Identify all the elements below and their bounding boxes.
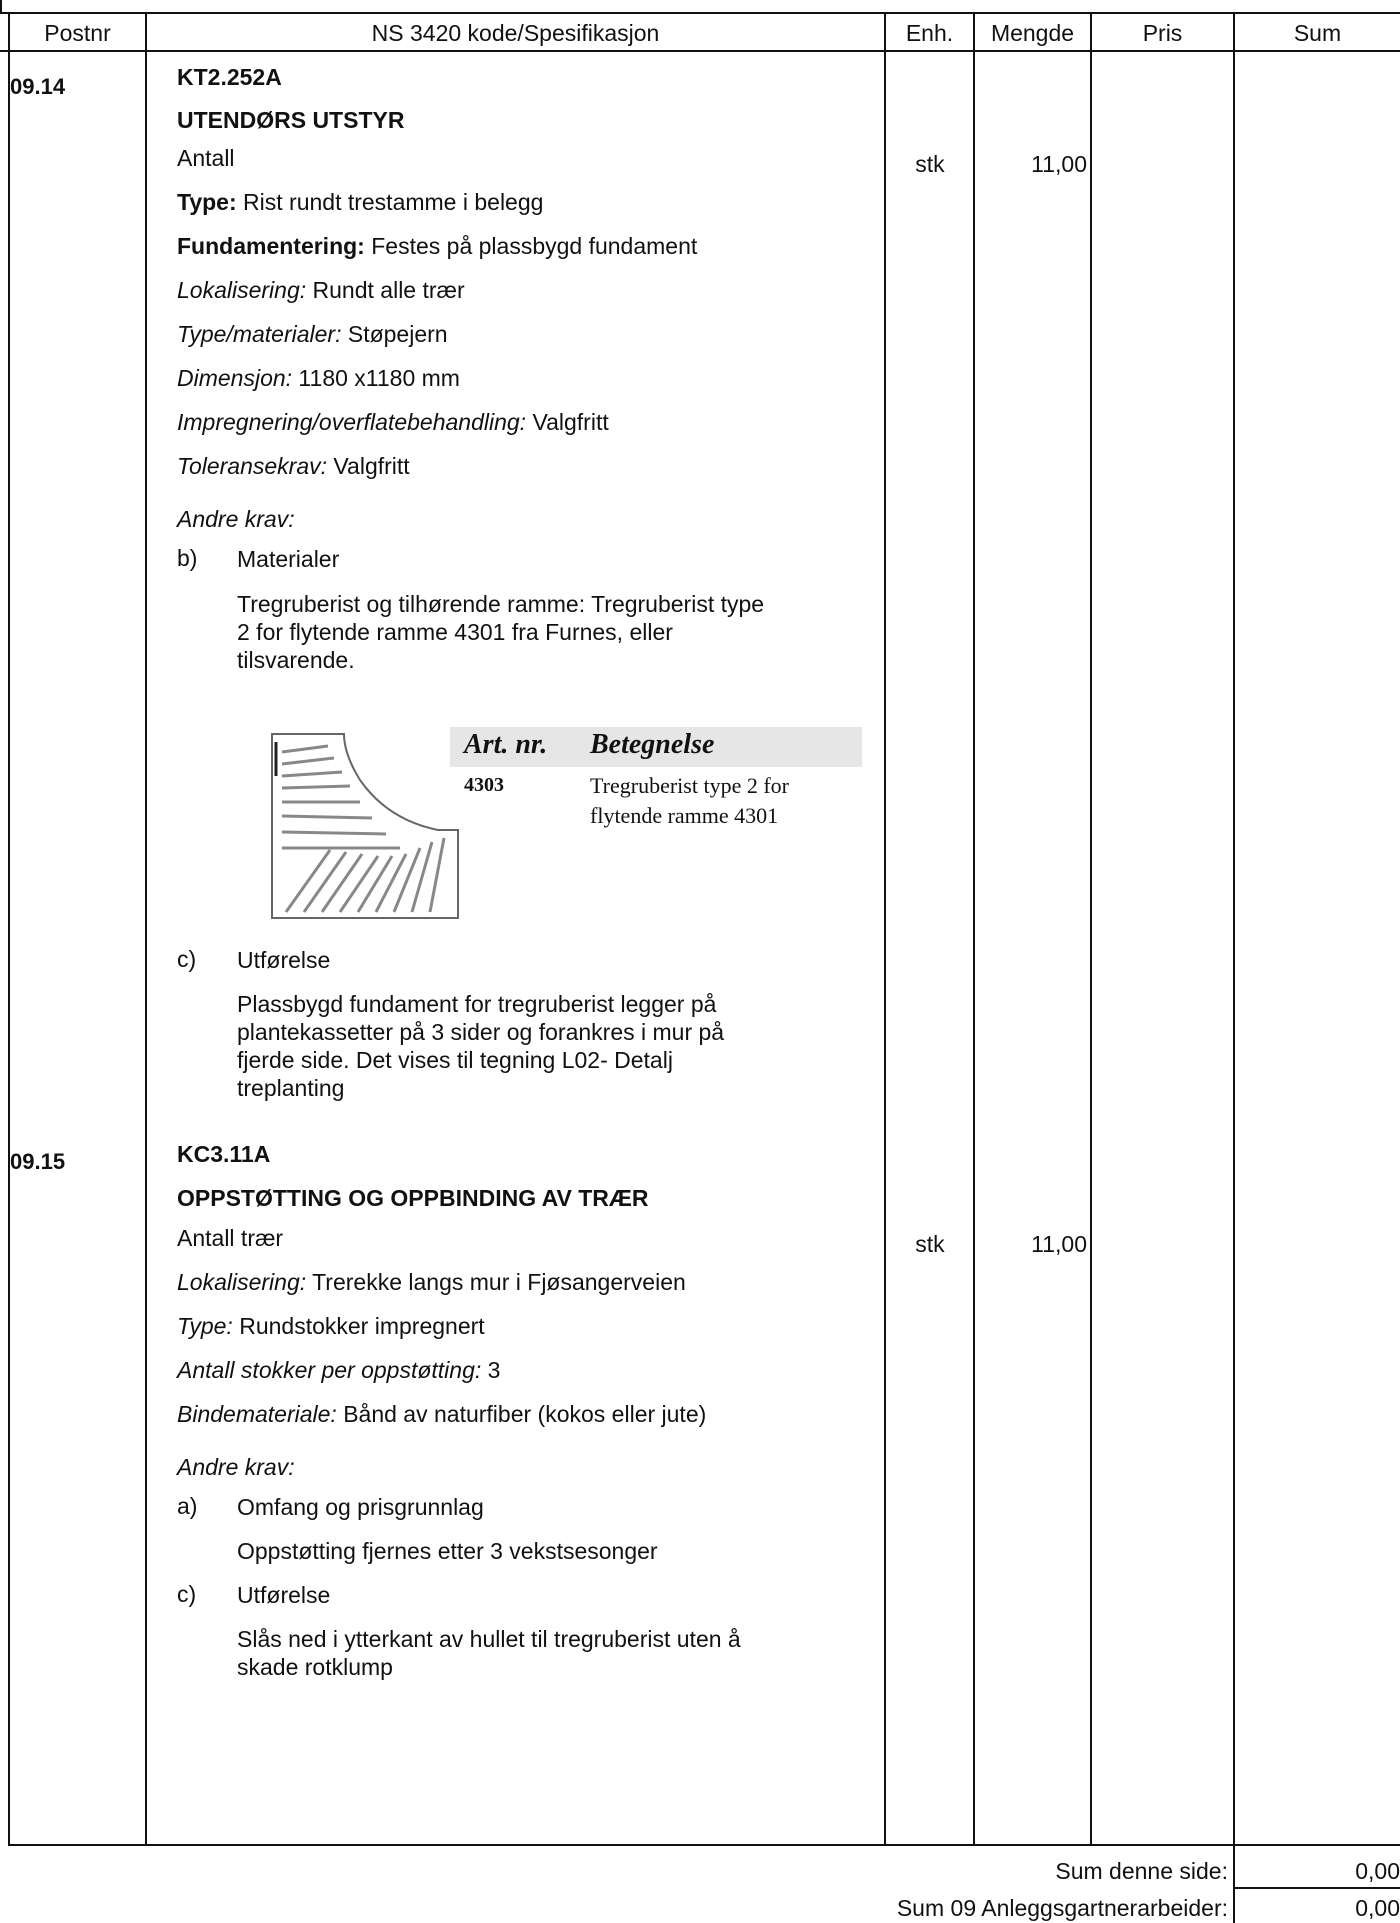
item-title: OPPSTØTTING OG OPPBINDING AV TRÆR xyxy=(177,1185,649,1211)
req-c-title: Utførelse xyxy=(237,1582,331,1608)
item-qty: 11,00 xyxy=(1031,1231,1087,1257)
figure-name-line-1: Tregruberist type 2 for xyxy=(590,773,789,798)
spec-fund-value: Festes på plassbygd fundament xyxy=(364,233,698,259)
col-line-qty xyxy=(1090,12,1092,1846)
figure-name-line-2: flytende ramme 4301 xyxy=(590,803,779,828)
spec-lokalisering xyxy=(177,1269,686,1296)
spec-lokalisering xyxy=(177,277,465,304)
sum-chapter-value: 0,00 xyxy=(1355,1895,1400,1921)
spec-lok-label: Lokalisering: xyxy=(177,277,307,303)
spec-mat-value: Støpejern xyxy=(341,321,448,347)
spec-lok-value: Trerekke langs mur i Fjøsangerveien xyxy=(306,1269,686,1295)
spec-fundamentering xyxy=(177,233,697,260)
spec-mat-label: Type/materialer: xyxy=(177,321,342,347)
req-c-line-4: treplanting xyxy=(237,1075,345,1101)
sum-divider xyxy=(1233,1887,1400,1889)
item-postnr: 09.15 xyxy=(10,1149,66,1174)
item-unit: stk xyxy=(915,151,945,177)
col-line-left xyxy=(8,12,10,1846)
spec-type-label: Type: xyxy=(177,189,237,215)
req-a-text: Oppstøtting fjernes etter 3 vekstsesonger xyxy=(237,1538,658,1564)
item-title: UTENDØRS UTSTYR xyxy=(177,107,405,133)
item-quantity-label: Antall xyxy=(177,145,235,171)
header-bottom-border xyxy=(0,50,1400,52)
figure-art-number: 4303 xyxy=(464,774,504,796)
spec-impregnering xyxy=(177,409,609,436)
item-code: KT2.252A xyxy=(177,64,282,90)
col-line-spec xyxy=(884,12,886,1846)
req-a-letter: a) xyxy=(177,1493,198,1519)
header-spec: NS 3420 kode/Spesifikasjon xyxy=(371,20,660,46)
spec-bind-value: Bånd av naturfiber (kokos eller jute) xyxy=(336,1401,707,1427)
header-postnr: Postnr xyxy=(44,20,111,46)
req-a-title: Omfang og prisgrunnlag xyxy=(237,1494,484,1520)
spec-toleranse xyxy=(177,453,410,480)
header-unit: Enh. xyxy=(905,20,954,46)
spec-tol-value: Valgfritt xyxy=(327,453,410,479)
andre-krav-label: Andre krav: xyxy=(177,1454,295,1480)
spec-lok-value: Rundt alle trær xyxy=(306,277,465,303)
req-b-title: Materialer xyxy=(237,546,340,572)
item-quantity-label: Antall trær xyxy=(177,1225,284,1251)
spec-type-value: Rist rundt trestamme i belegg xyxy=(236,189,544,215)
spec-stokk-label: Antall stokker per oppstøtting: xyxy=(177,1357,482,1383)
spec-type-value: Rundstokker impregnert xyxy=(232,1313,485,1339)
req-b-line-3: tilsvarende. xyxy=(237,647,355,673)
col-line-unit xyxy=(973,12,975,1846)
header-qty: Mengde xyxy=(990,20,1075,46)
table-top-border xyxy=(0,12,1400,14)
spec-bind-label: Bindemateriale: xyxy=(177,1401,337,1427)
figure-col-name: Betegnelse xyxy=(590,729,715,760)
req-c-title: Utførelse xyxy=(237,947,331,973)
header-price: Pris xyxy=(1142,20,1183,46)
spec-imp-value: Valgfritt xyxy=(526,409,609,435)
spec-imp-label: Impregnering/overflatebehandling: xyxy=(177,409,527,435)
spec-lok-label: Lokalisering: xyxy=(177,1269,307,1295)
req-c-letter: c) xyxy=(177,946,197,972)
col-line-price xyxy=(1233,12,1235,1923)
req-c-letter: c) xyxy=(177,1581,197,1607)
req-c-line-2: skade rotklump xyxy=(237,1654,393,1680)
item-postnr: 09.14 xyxy=(10,74,66,99)
req-c-line-1: Plassbygd fundament for tregruberist legger på xyxy=(237,991,717,1017)
req-c-line-2: plantekassetter på 3 sider og forankres i mur på xyxy=(237,1019,725,1045)
tree-grate-drawing xyxy=(268,730,460,922)
spec-type-label: Type: xyxy=(177,1313,233,1339)
req-b-line-2: 2 for flytende ramme 4301 fra Furnes, eller xyxy=(237,619,673,645)
item-qty: 11,00 xyxy=(1031,151,1087,177)
req-c-line-3: fjerde side. Det vises til tegning L02- Detalj xyxy=(237,1047,673,1073)
spec-bindemateriale xyxy=(177,1401,706,1428)
spec-dimensjon xyxy=(177,365,460,392)
header-sum: Sum xyxy=(1293,20,1342,46)
sum-page-label: Sum denne side: xyxy=(1055,1858,1228,1884)
req-c-line-1: Slås ned i ytterkant av hullet til tregruberist uten å xyxy=(237,1626,741,1652)
spec-stokk-value: 3 xyxy=(481,1357,501,1383)
andre-krav-label: Andre krav: xyxy=(177,506,295,532)
spec-type xyxy=(177,1313,485,1340)
spec-dim-value: 1180 x1180 mm xyxy=(292,365,460,391)
item-code: KC3.11A xyxy=(177,1141,271,1167)
table-bottom-border xyxy=(8,1844,1400,1846)
sum-page-value: 0,00 xyxy=(1355,1858,1400,1884)
spec-stokker xyxy=(177,1357,500,1384)
sum-chapter-label: Sum 09 Anleggsgartnerarbeider: xyxy=(896,1895,1228,1921)
spec-dim-label: Dimensjon: xyxy=(177,365,293,391)
req-b-line-1: Tregruberist og tilhørende ramme: Tregruberist type xyxy=(237,591,765,617)
spec-type xyxy=(177,189,543,216)
figure-col-art: Art. nr. xyxy=(464,729,548,760)
req-b-letter: b) xyxy=(177,545,198,571)
spec-fund-label: Fundamentering: xyxy=(177,233,365,259)
spec-tol-label: Toleransekrav: xyxy=(177,453,328,479)
spec-materialer xyxy=(177,321,448,348)
col-line-postnr xyxy=(145,12,147,1846)
item-unit: stk xyxy=(915,1231,945,1257)
